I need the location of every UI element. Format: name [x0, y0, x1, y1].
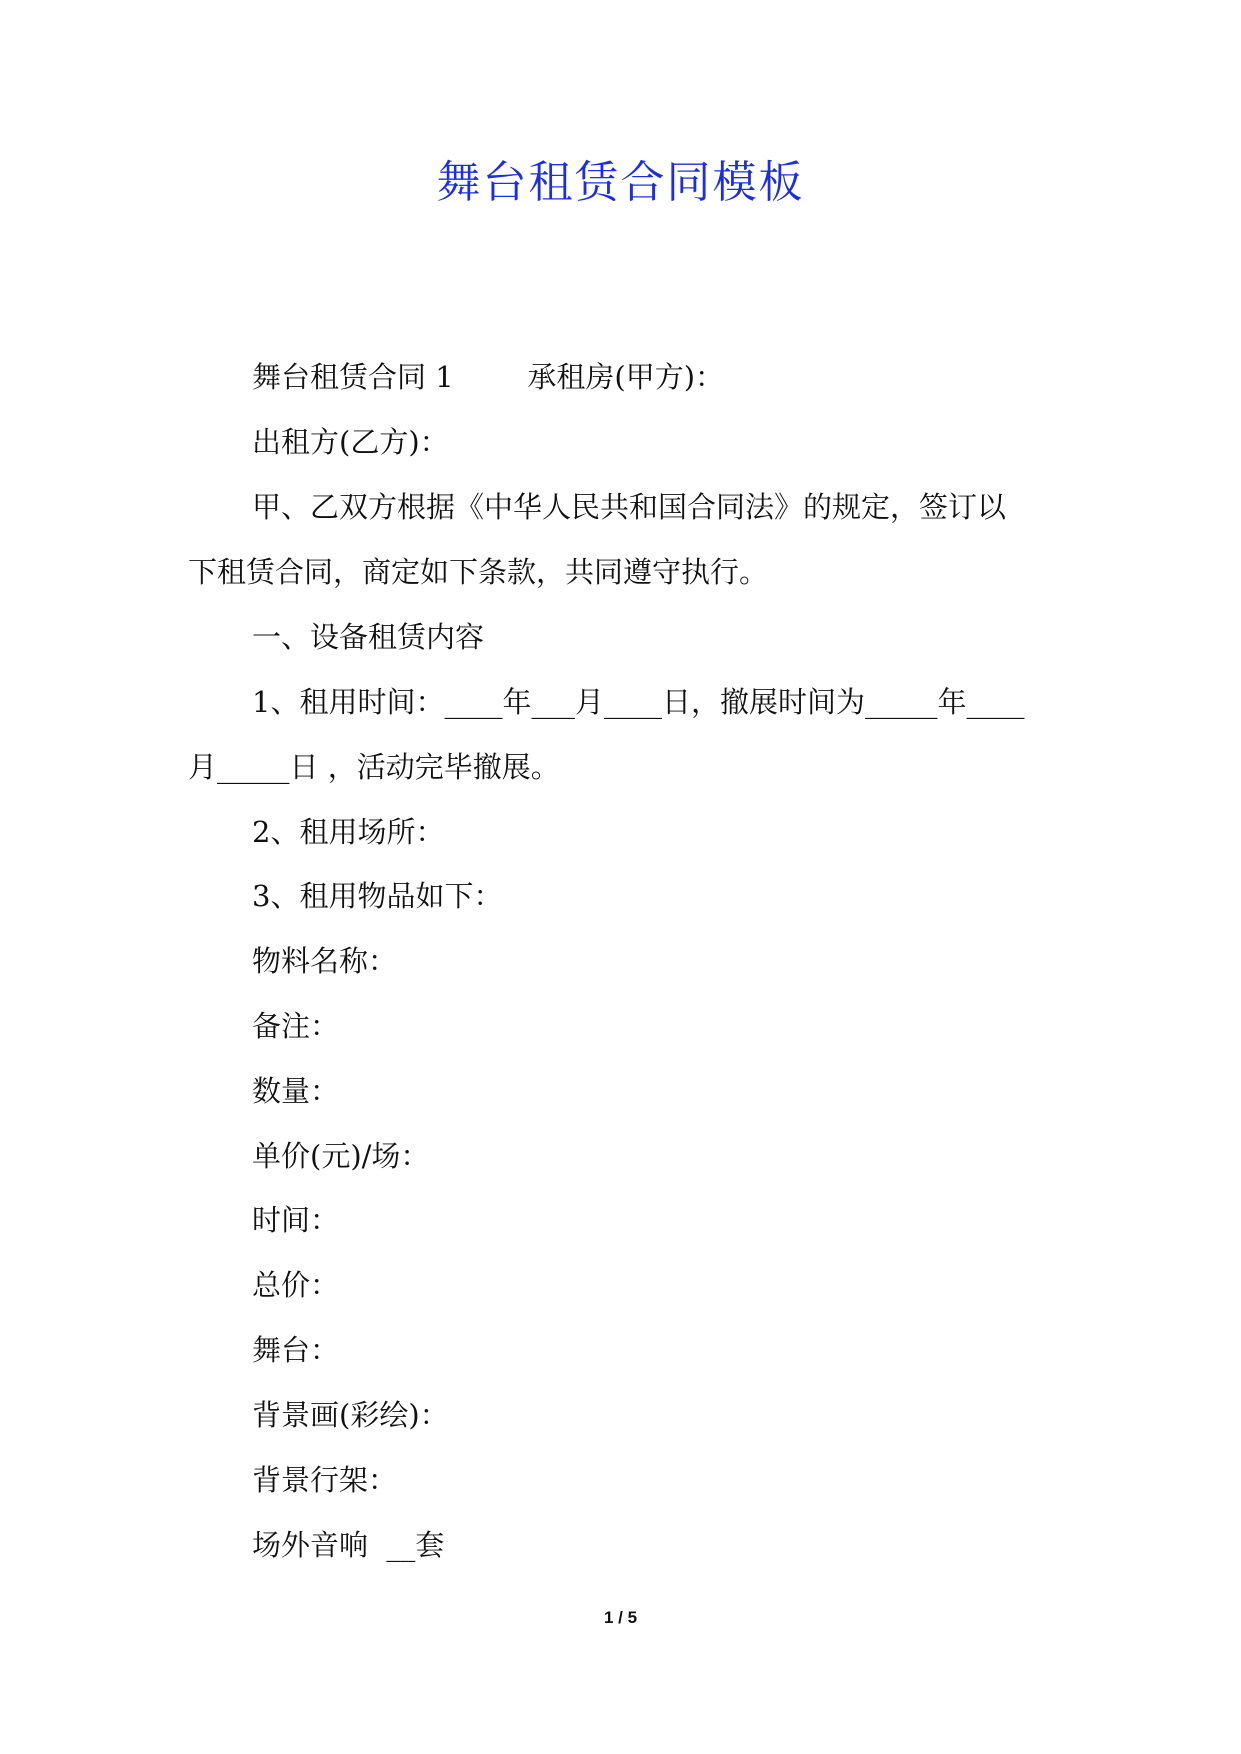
preamble-line-1: 甲、乙双方根据《中华人民共和国合同法》的规定，签订以	[252, 490, 1007, 524]
rental-items-line: 3、租用物品如下：	[252, 879, 503, 913]
rental-location-line: 2、租用场所：	[252, 815, 445, 849]
unit-price-line: 单价(元)/场：	[252, 1139, 430, 1173]
rental-time-line-1: 1、租用时间：____年___月____日，撤展时间为_____年____	[252, 685, 1025, 719]
contract-heading-line: 舞台租赁合同 1 承租房(甲方)：	[252, 360, 725, 394]
backdrop-painting-line: 背景画(彩绘)：	[252, 1398, 449, 1432]
section-heading: 一、设备租赁内容	[252, 620, 485, 654]
stage-line: 舞台：	[252, 1333, 340, 1367]
preamble-line-2: 下租赁合同，商定如下条款，共同遵守执行。	[188, 555, 769, 589]
page-number: 1 / 5	[603, 1608, 638, 1627]
lessor-line: 出租方(乙方)：	[252, 425, 449, 459]
material-name-line: 物料名称：	[252, 944, 398, 978]
backdrop-truss-line: 背景行架：	[252, 1463, 398, 1497]
rental-time-line-2: 月_____日 ，活动完毕撤展。	[188, 750, 560, 784]
document-title: 舞台租赁合同模板	[436, 157, 805, 208]
remarks-line: 备注：	[252, 1009, 340, 1043]
quantity-line: 数量：	[252, 1074, 340, 1108]
total-price-line: 总价：	[252, 1268, 340, 1302]
outdoor-audio-line: 场外音响 __套	[252, 1528, 445, 1562]
time-line: 时间：	[252, 1203, 340, 1237]
